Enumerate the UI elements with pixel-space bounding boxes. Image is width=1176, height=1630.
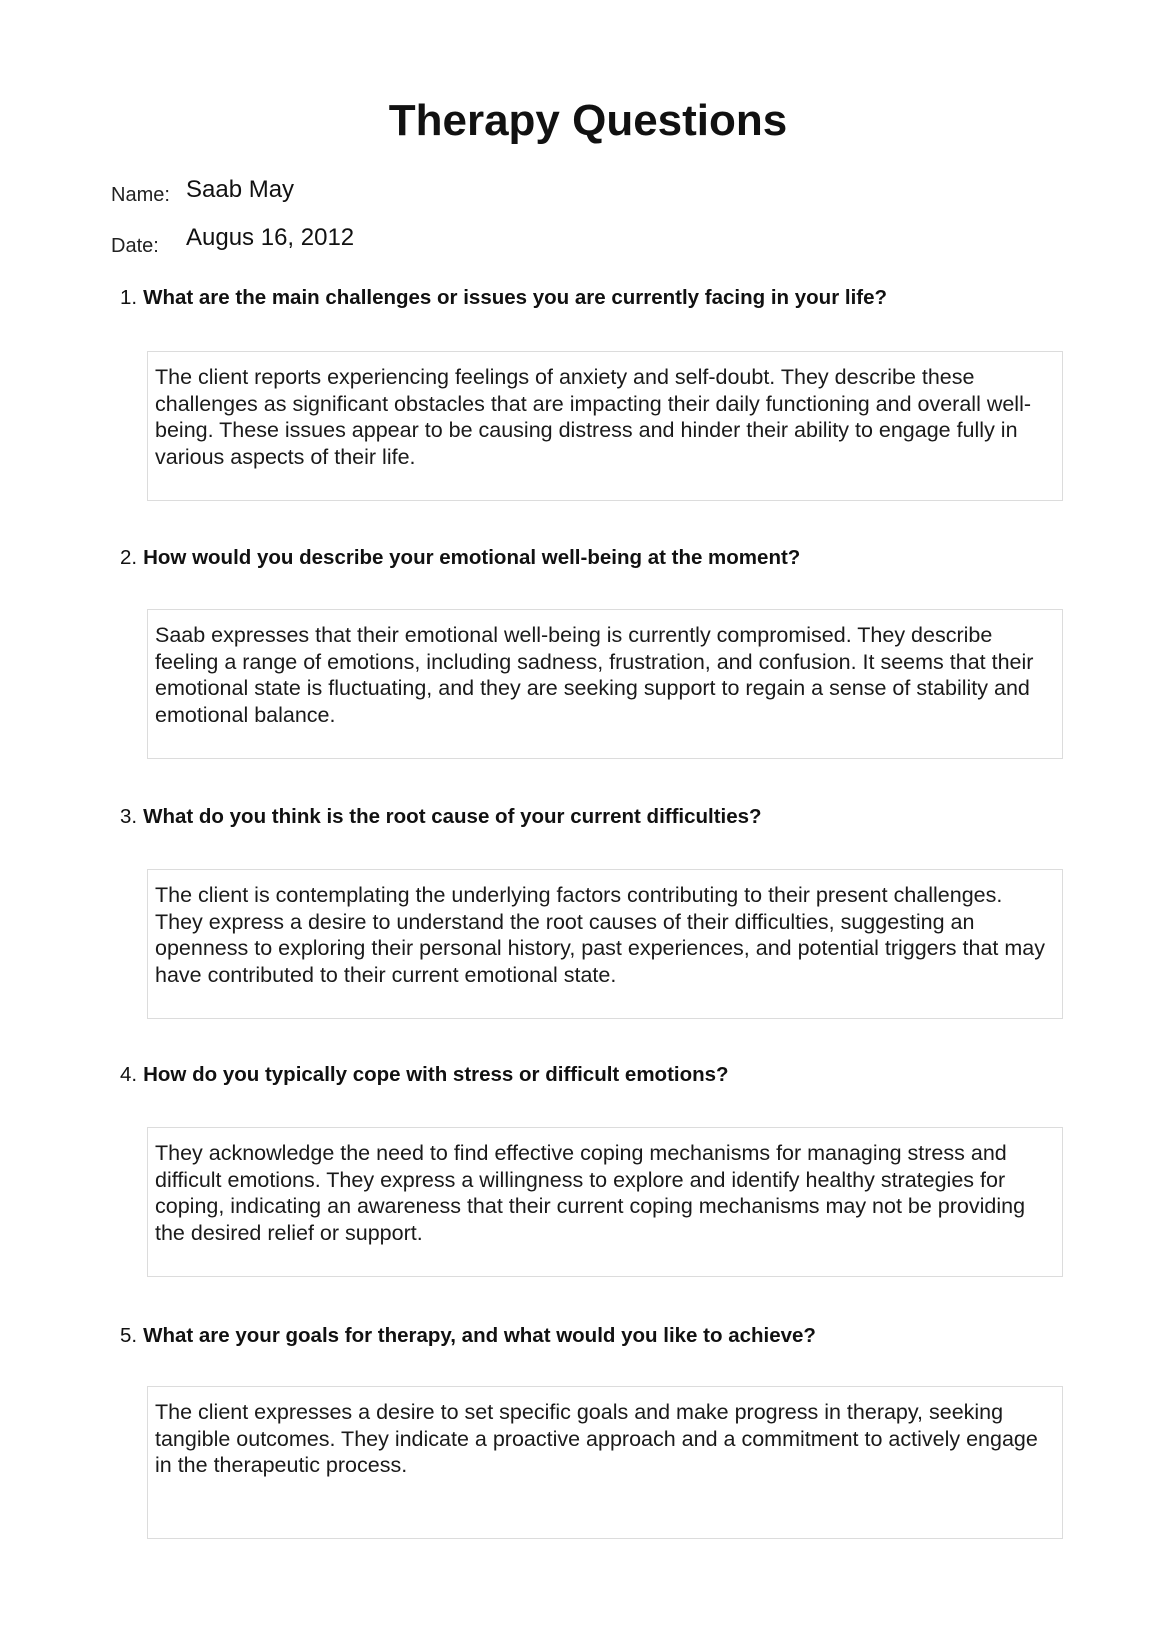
question-2 bbox=[120, 546, 800, 570]
answer-box-5: The client expresses a desire to set specific goals and make progress in therapy, seeking tangible outcomes. They indicate a proactive approach and a commitment to actively engage in the therapeutic process. bbox=[147, 1386, 1063, 1539]
question-3 bbox=[120, 805, 762, 829]
question-number: 3. bbox=[120, 805, 138, 828]
question-number: 5. bbox=[120, 1324, 138, 1347]
question-number: 4. bbox=[120, 1063, 138, 1086]
answer-box-3: The client is contemplating the underlying factors contributing to their present challenges. They express a desire to understand the root causes of their difficulties, suggesting an openness to exploring their personal history, past experiences, and potential triggers that may have contributed to their current emotional state. bbox=[147, 869, 1063, 1019]
question-number: 1. bbox=[120, 286, 138, 309]
question-5 bbox=[120, 1324, 816, 1348]
date-label: Date: bbox=[111, 235, 159, 257]
question-4 bbox=[120, 1063, 729, 1087]
question-text: What do you think is the root cause of your current difficulties? bbox=[143, 805, 762, 828]
answer-box-4: They acknowledge the need to find effective coping mechanisms for managing stress and difficult emotions. They express a willingness to explore and identify healthy strategies for coping, indicating an awareness that their current coping mechanisms may not be providing the desired relief or support. bbox=[147, 1127, 1063, 1277]
date-value: Augus 16, 2012 bbox=[186, 224, 355, 251]
name-label: Name: bbox=[111, 184, 170, 206]
question-1 bbox=[120, 286, 887, 310]
answer-box-2: Saab expresses that their emotional well-being is currently compromised. They describe feeling a range of emotions, including sadness, frustration, and confusion. It seems that their emotional state is fluctuating, and they are seeking support to regain a sense of stability and emotional balance. bbox=[147, 609, 1063, 759]
answer-box-1: The client reports experiencing feelings of anxiety and self-doubt. They describe these challenges as significant obstacles that are impacting their daily functioning and overall well-being. These issues appear to be causing distress and hinder their ability to engage fully in various aspects of their life. bbox=[147, 351, 1063, 501]
question-text: What are the main challenges or issues you are currently facing in your life? bbox=[143, 286, 888, 309]
name-value: Saab May bbox=[186, 176, 295, 203]
question-number: 2. bbox=[120, 546, 138, 569]
question-text: What are your goals for therapy, and what would you like to achieve? bbox=[143, 1324, 816, 1347]
question-text: How do you typically cope with stress or difficult emotions? bbox=[143, 1063, 729, 1086]
question-text: How would you describe your emotional well-being at the moment? bbox=[143, 546, 801, 569]
page-title: Therapy Questions bbox=[388, 96, 788, 145]
